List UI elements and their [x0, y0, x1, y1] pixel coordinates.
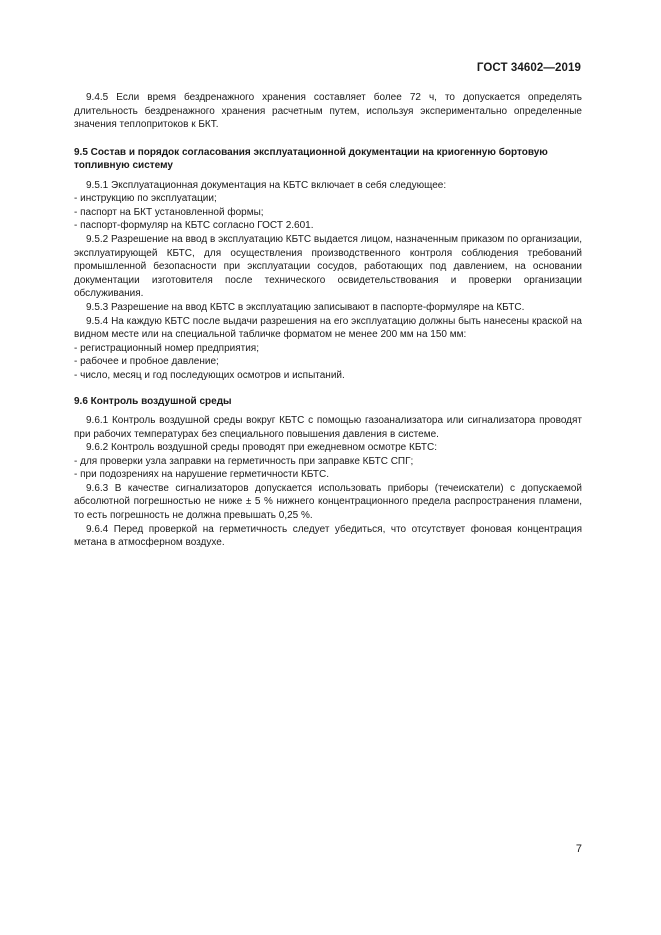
list-item: - для проверки узла заправки на герметичность при заправке КБТС СПГ; — [74, 455, 414, 467]
paragraph-9-5-4: 9.5.4 На каждую КБТС после выдачи разрешения на его эксплуатацию должны быть нанесены краской на видном месте или на специальной табличке форматом не менее 200 мм на 150 мм: — [74, 315, 582, 341]
paragraph-9-5-2: 9.5.2 Разрешение на ввод в эксплуатацию КБТС выдается лицом, назначенным приказом по организации, эксплуатирующей КБТС, для осуществления производственного контроля соблюдения требований промышленной безопасности при эксплуатации сосудов, работающих под давлением, на основании документации изготовителя после технического освидетельствования и проверки организации обслуживания. — [74, 233, 582, 300]
section-heading-9-6: 9.6 Контроль воздушной среды — [74, 395, 232, 407]
list-item: - инструкцию по эксплуатации; — [74, 193, 217, 205]
list-item: - паспорт на БКТ установленной формы; — [74, 206, 264, 218]
list-item: - число, месяц и год последующих осмотров и испытаний. — [74, 369, 345, 381]
paragraph-9-5-1: 9.5.1 Эксплуатационная документация на КБТС включает в себя следующее: — [86, 179, 447, 191]
paragraph-9-6-2: 9.6.2 Контроль воздушной среды проводят при ежедневном осмотре КБТС: — [86, 442, 438, 454]
document-id-header: ГОСТ 34602—2019 — [476, 62, 581, 74]
paragraph-9-6-1: 9.6.1 Контроль воздушной среды вокруг КБТС с помощью газоанализатора или сигнализатора проводят при рабочих температурах без специального повышения давления в системе. — [74, 414, 582, 440]
page-number: 7 — [575, 843, 582, 855]
paragraph-9-4-5: 9.4.5 Если время бездренажного хранения составляет более 72 ч, то допускается определять длительность бездренажного хранения расчетным путем, используя экспериментально определенные значения теплопритоков к БКТ. — [74, 92, 582, 131]
list-item: - рабочее и пробное давление; — [74, 356, 219, 368]
paragraph-9-6-3: 9.6.3 В качестве сигнализаторов допускается использовать приборы (течеискатели) с допускаемой абсолютной погрешностью не ниже ± 5 % нижнего концентрационного предела распространения пламени, то есть погрешность не должна превышать 0,25 %. — [74, 482, 582, 522]
list-item: - регистрационный номер предприятия; — [74, 342, 259, 354]
section-heading-9-5: 9.5 Состав и порядок согласования эксплуатационной документации на криогенную бортовую топливную систему — [74, 146, 548, 172]
page-content — [74, 91, 582, 550]
list-item: - паспорт-формуляр на КБТС согласно ГОСТ 2.601. — [74, 220, 314, 232]
paragraph-9-6-4: 9.6.4 Перед проверкой на герметичность следует убедиться, что отсутствует фоновая концентрация метана в атмосферном воздухе. — [74, 523, 582, 549]
paragraph-9-5-3: 9.5.3 Разрешение на ввод КБТС в эксплуатацию записывают в паспорте-формуляре на КБТС. — [86, 301, 525, 313]
list-item: - при подозрениях на нарушение герметичности КБТС. — [74, 469, 330, 481]
